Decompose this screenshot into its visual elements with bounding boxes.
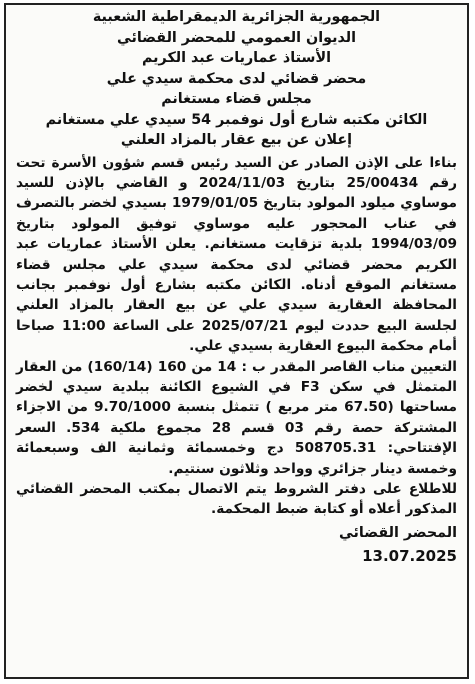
body-paragraph-property: التعيين مناب القاصر المقدر ب : 14 من 160 (160/14) من العقار المتمثل في سكن F3 في الشيوع الكائنة ببلدية سيدي لخضر مساحتها (67.50 متر مربع ) تتمثل بنسبة 9.70/1000 من الاجزاء المشتركة حصة رقم 03 قسم 28 مجموع ملكية 534. السعر الإفتتاحي: 508705.31 دج وخمسمائة وثمانية الف وسبعمائة وخمسة دينار جزائري وواحد وثلاثون سنتيم. [16,358,458,477]
signature-date-row [16,544,457,568]
notice-body [16,153,457,520]
notice-frame [4,3,469,679]
body-paragraph-authorization: بناءا على الإذن الصادر عن السيد رئيس قسم شؤون الأسرة تحت رقم 25/00434 بتاريخ 2024/11/03 و القاضي بالإذن للسيد موساوي ميلود المولود بتاريخ 1979/01/05 بسيدي لخضر بالتصرف في عناب المحجور عليه موساوي توفيق المولود بتاريخ 1994/03/09 بلدية تزقايت مستغانم. يعلن الأستاذ عماريات عبد الكريم محضر قضائي لدى محكمة سيدي علي مجلس قضاء مستغانم الموقع أدناه. الكائن مكتبه بشارع أول نوفمبر بجانب المحافظة العقارية سيدي علي عن بيع العقار بالمزاد العلني لجلسة البيع حددت ليوم 2025/07/21 على الساعة 11:00 صباحا أمام محكمة البيوع العقارية بسيدي علي. [16,154,458,355]
notice-page [16,7,457,675]
header-line-council: مجلس قضاء مستغانم [161,91,312,107]
header-line-republic: الجمهورية الجزائرية الديمقراطية الشعبية [92,9,381,25]
office-address: الكائن مكتبه شارع أول نوفمبر 54 سيدي علي مستغانم [45,111,428,128]
signature-date: 13.07.2025 [362,546,457,565]
header-line-bailiff-name: الأستاذ عماريات عبد الكريم [141,50,332,66]
header-line-office: الديوان العمومي للمحضر القضائي [116,29,357,46]
announcement-title: إعلان عن بيع عقار بالمزاد العلني [120,132,353,148]
signature-title: المحضر القضائي [339,524,457,541]
official-header [16,7,457,110]
body-paragraph-conditions: للاطلاع على دفتر الشروط يتم الاتصال بمكتب المحضر القضائي المذكور أعلاه أو كتابة ضبط المحكمة. [16,481,457,518]
header-line-court: محضر قضائي لدى محكمة سيدي علي [106,70,367,87]
